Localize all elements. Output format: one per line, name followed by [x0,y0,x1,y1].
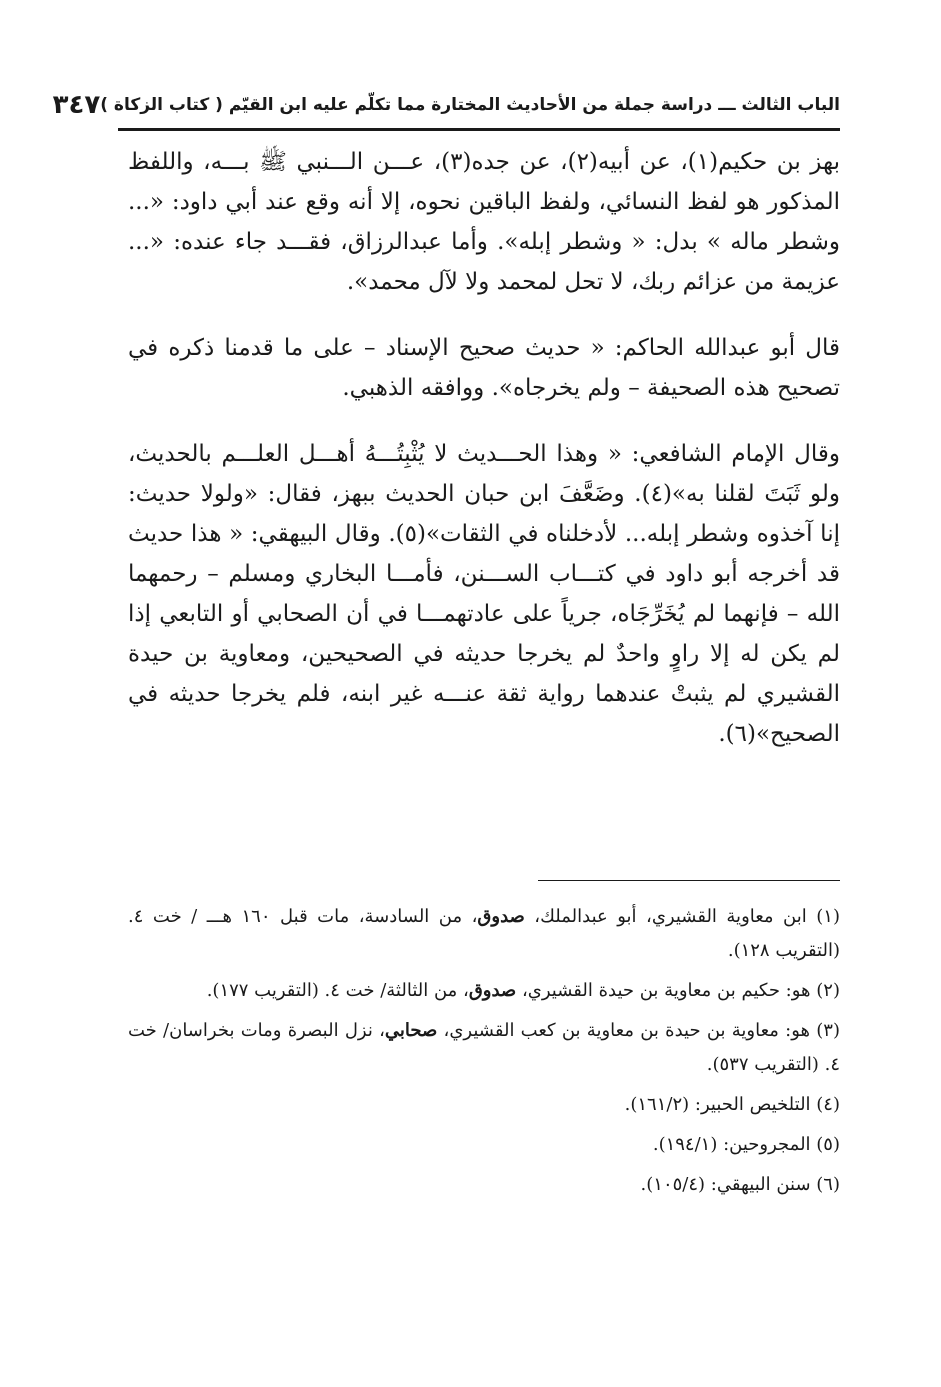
header-rule [118,128,840,131]
footnote-4: (٤) التلخيص الحبير: (١٦١/٢). [624,1094,840,1115]
footnotes [128,900,840,1208]
footnote-3: (٣) هو: معاوية بن حيدة بن معاوية بن كعب القشيري، صحابي، نزل البصرة ومات بخراسان/ خت ٤. (التقريب ٥٣٧). [128,1020,840,1075]
paragraph-2: قال أبو عبدالله الحاكم: « حديث صحيح الإسناد – على ما قدمنا ذكره في تصحيح هذه الصحيفة – ولم يخرجاه». ووافقه الذهبي. [128,335,840,401]
paragraph-1: بهز بن حكيم(١)، عن أبيه(٢)، عن جده(٣)، عـــن الـــنبي ﷺ بـــه، واللفظ المذكور هو لفظ النسائي، ولفظ الباقين نحوه، إلا أنه وقع عند أبي داود: «... وشطر ماله » بدل: « وشطر إبله». وأما عبدالرزاق، فقـــد جاء عنده: «... عزيمة من عزائم ربك، لا تحل لمحمد ولا لآل محمد». [128,149,840,295]
footnote-2: (٢) هو: حكيم بن معاوية بن حيدة القشيري، صدوق، من الثالثة/ خت ٤. (التقريب ١٧٧). [206,980,840,1001]
main-text [128,142,840,780]
footnote-separator [538,880,840,881]
running-header [52,88,840,122]
footnote-5: (٥) المجروحين: (١٩٤/١). [652,1134,840,1155]
footnote-6: (٦) سنن البيهقي: (١٠٥/٤). [640,1174,840,1195]
page-number: ٣٤٧ [52,90,101,120]
paragraph-3: وقال الإمام الشافعي: « وهذا الحـــديث لا يُثْبِتُـــهُ أهـــل العلـــم بالحديث، ولو ثَبَتَ لقلنا به»(٤). وضَعَّفَ ابن حبان الحديث ببهز، فقال: «ولولا حديث: إنا آخذوه وشطر إبله... لأدخلناه في الثقات»(٥). وقال البيهقي: « هذا حديث قد أخرجه أبو داود في كتـــاب الســـنن، فأمـــا البخاري ومسلم – رحمهما الله – فإنهما لم يُخَرِّجَاه، جرياً على عادتهمـــا في أن الصحابي أو التابعي إذا لم يكن له إلا راوٍ واحدٌ لم يخرجا حديثه في الصحيحين، ومعاوية بن حيدة القشيري لم يثبتْ عندهما رواية ثقة عنـــه غير ابنه، فلم يخرجا حديثه في الصحيح»(٦). [128,441,840,747]
footnote-1: (١) ابن معاوية القشيري، أبو عبدالملك، صدوق، من السادسة، مات قبل ١٦٠ هـــ / خت ٤. (التقريب ١٢٨). [128,906,840,961]
header-title: الباب الثالث ـــ دراسة جملة من الأحاديث المختارة مما تكلّم عليه ابن القيّم ( كتاب الزكاة ) [100,95,840,115]
